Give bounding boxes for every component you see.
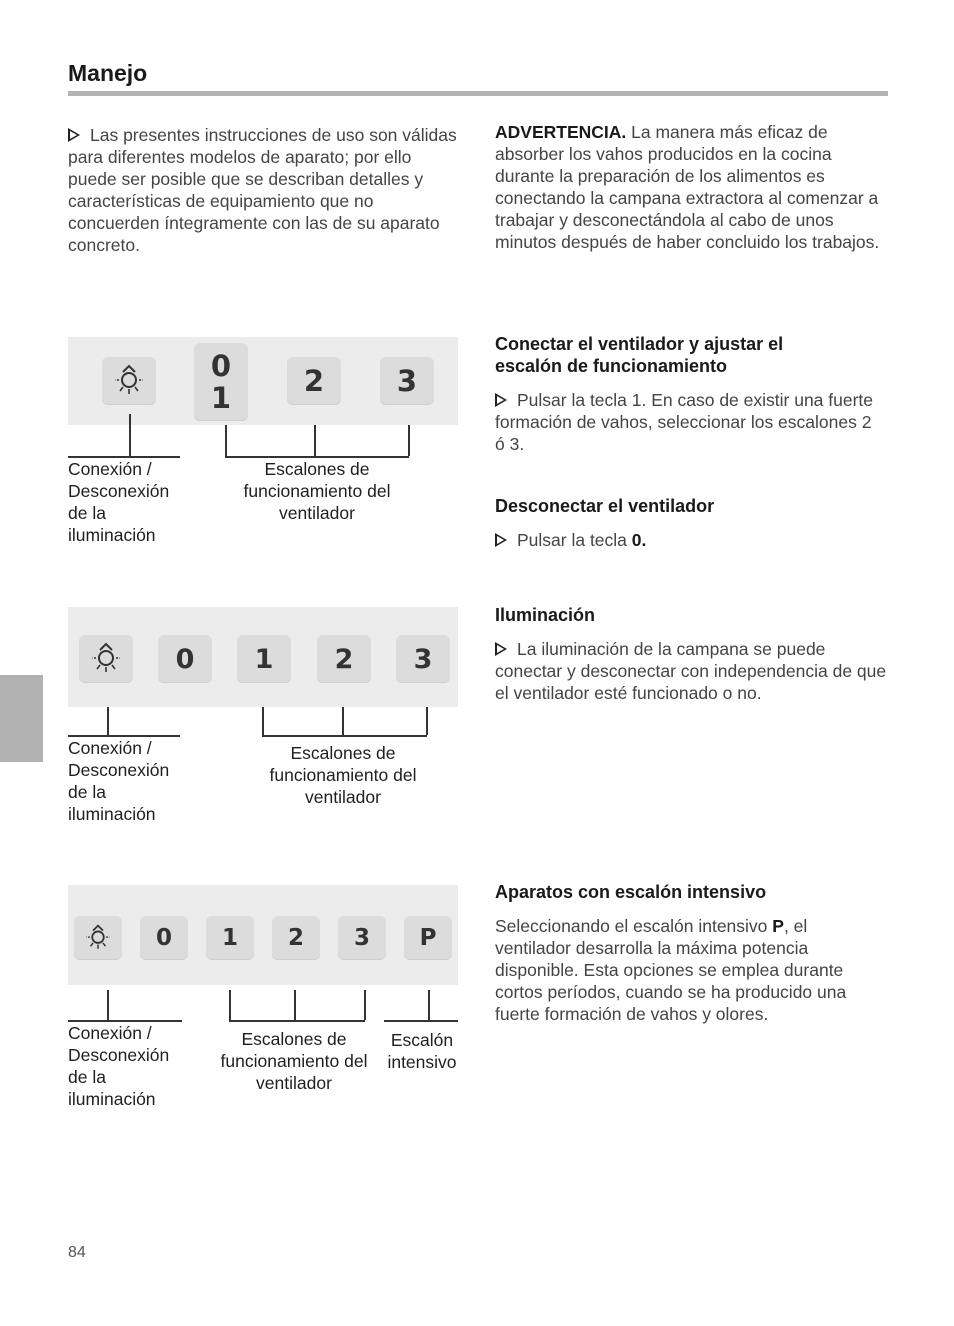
disconnect-instruction (495, 529, 646, 551)
intensive-text-2: , el ventilador desarrolla la máxima potencia disponible. Esta opciones se emplea durante cortos períodos, cuando se ha producido una fuerte formación de vahos y olores. (495, 916, 847, 1024)
light-bulb-icon (112, 364, 146, 398)
leader-line (384, 1020, 458, 1022)
triangle-bullet-icon (68, 128, 80, 142)
intensive-key: P (772, 916, 784, 936)
intensive-level-label: Escalón intensivo (387, 1030, 457, 1072)
leader-line (225, 425, 227, 456)
leader-line (107, 990, 109, 1020)
warning-label: ADVERTENCIA. (495, 122, 627, 142)
page-number: 84 (68, 1244, 86, 1261)
fan-key-1[interactable]: 1 (237, 635, 291, 683)
light-toggle-label: Conexión / Desconexión de la iluminación (68, 459, 170, 545)
warning-paragraph (495, 121, 890, 253)
light-bulb-icon (89, 642, 123, 676)
fan-key-1-label: 1 (210, 381, 232, 415)
title-rule (68, 91, 888, 96)
fan-key-3[interactable]: 3 (396, 635, 450, 683)
disconnect-text: Pulsar la tecla (517, 530, 632, 550)
fan-levels-label: Escalones de funcionamiento del ventilador (220, 1029, 368, 1093)
light-toggle-label: Conexión / Desconexión de la iluminación (68, 1023, 170, 1109)
leader-line (262, 735, 427, 737)
fan-levels-label: Escalones de funcionamiento del ventilador (269, 743, 417, 807)
fan-key-0-label: 0 (210, 349, 232, 383)
light-instruction (495, 638, 890, 704)
intensive-heading: Aparatos con escalón intensivo (495, 882, 767, 902)
connect-instruction (495, 389, 875, 455)
control-panel-3 (68, 885, 458, 985)
leader-line (428, 990, 430, 1020)
leader-line (314, 425, 316, 456)
fan-key-0-1[interactable] (194, 343, 248, 421)
leader-line (408, 425, 410, 456)
fan-key-2[interactable]: 2 (317, 635, 371, 683)
intensive-text-1: Seleccionando el escalón intensivo (495, 916, 773, 936)
fan-key-1[interactable]: 1 (206, 916, 254, 960)
leader-line (107, 707, 109, 735)
connect-text: Pulsar la tecla 1. En caso de existir una fuerte formación de vahos, seleccionar los escalones 2 ó 3. (495, 390, 874, 454)
light-key[interactable] (79, 635, 133, 683)
control-panel-2 (68, 607, 458, 707)
light-key[interactable] (74, 916, 122, 960)
light-bulb-icon (84, 924, 112, 952)
side-tab-marker (0, 675, 43, 762)
intro-note (68, 124, 460, 256)
intensive-paragraph (495, 915, 885, 1025)
leader-line (426, 707, 428, 735)
fan-key-0[interactable]: 0 (158, 635, 212, 683)
leader-line (294, 990, 296, 1020)
light-toggle-label: Conexión / Desconexión de la iluminación (68, 738, 170, 824)
triangle-bullet-icon (495, 533, 507, 547)
warning-text: La manera más eficaz de absorber los vahos producidos en la cocina durante la preparación de los alimentos es conectando la campana extractora al comenzar a trabajar y desconectándola al cabo de unos minutos después de haber concluido los trabajos. (495, 122, 880, 252)
fan-key-3[interactable]: 3 (338, 916, 386, 960)
fan-levels-label: Escalones de funcionamiento del ventilador (243, 459, 391, 523)
page-title: Manejo (68, 60, 148, 86)
fan-key-2[interactable]: 2 (287, 357, 341, 405)
leader-line (262, 707, 264, 735)
leader-line (229, 1020, 365, 1022)
leader-line (229, 990, 231, 1020)
intro-note-text: Las presentes instrucciones de uso son válidas para diferentes modelos de aparato; por ello puede ser posible que se describan detalles y características de equipamiento que no concuerden íntegramente con las de su aparato concreto. (68, 125, 457, 255)
fan-key-3[interactable]: 3 (380, 357, 434, 405)
control-panel-1 (68, 337, 458, 425)
triangle-bullet-icon (495, 393, 507, 407)
disconnect-heading: Desconectar el ventilador (495, 496, 715, 516)
disconnect-key: 0. (631, 530, 647, 550)
fan-key-0[interactable]: 0 (140, 916, 188, 960)
triangle-bullet-icon (495, 642, 507, 656)
light-key[interactable] (102, 357, 156, 405)
leader-line (342, 707, 344, 735)
leader-line (364, 990, 366, 1020)
leader-line (129, 414, 131, 456)
light-heading: Iluminación (495, 605, 596, 625)
light-text: La iluminación de la campana se puede conectar y desconectar con independencia de que el ventilador esté funcionado o no. (495, 639, 887, 703)
connect-heading: Conectar el ventilador y ajustar el escalón de funcionamiento (495, 334, 784, 376)
intensive-key-p[interactable]: P (404, 916, 452, 960)
fan-key-2[interactable]: 2 (272, 916, 320, 960)
